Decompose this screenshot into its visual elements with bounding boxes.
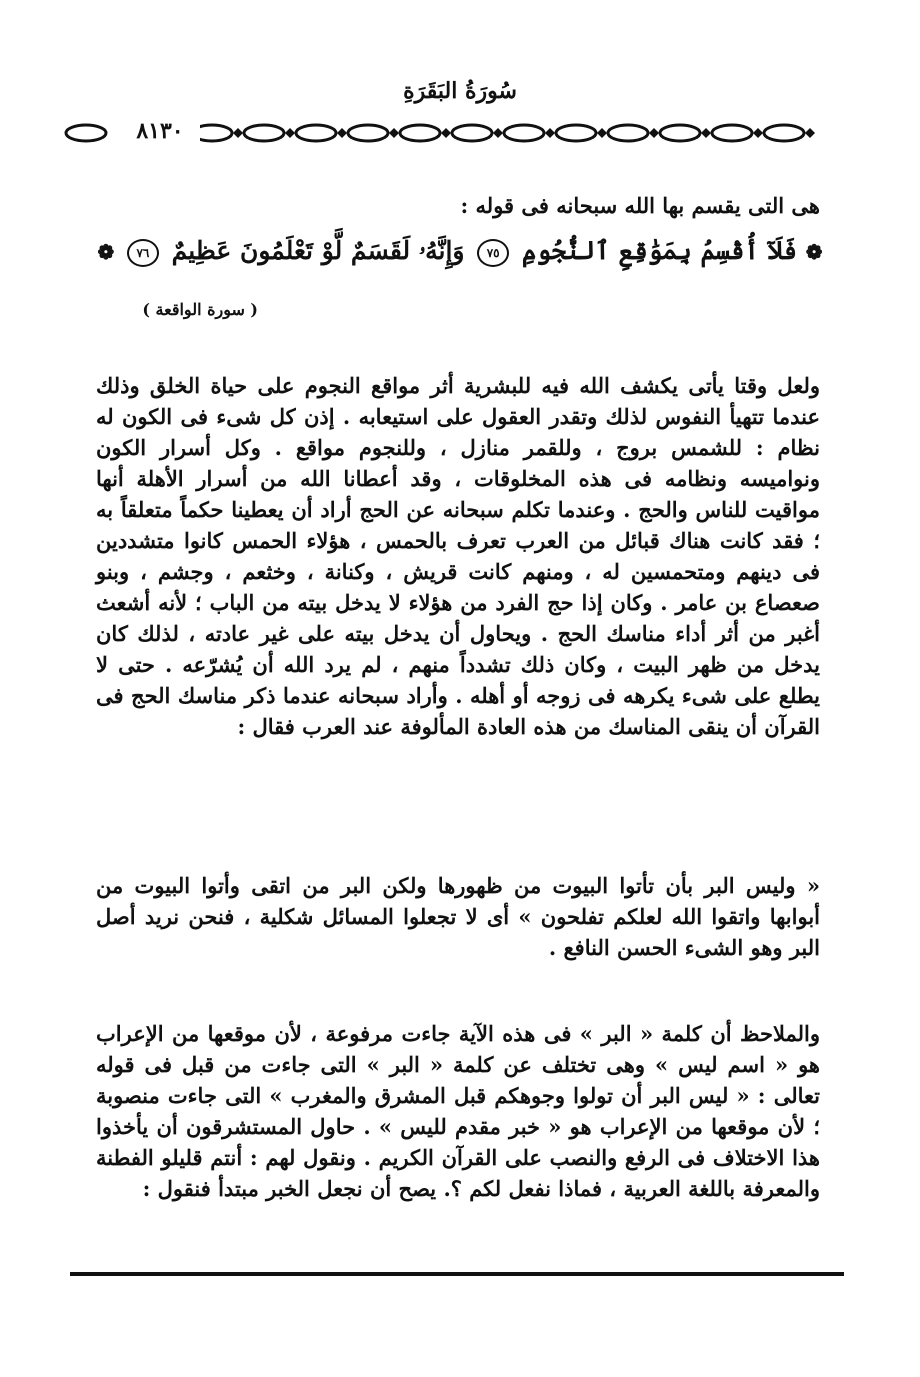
ornamental-border <box>62 116 848 150</box>
paragraph-3: والملاحظ أن كلمة « البر » فى هذه الآية جاءت مرفوعة ، لأن موقعها من الإعراب هو « اسم ليس » وهى تختلف عن كلمة « البر » التى جاءت من قبل فى قوله تعالى : « ليس البر أن تولوا وجوهكم قبل المشرق والمغرب » التى جاءت منصوبة ؛ لأن موقعها من الإعراب هو « خبر مقدم لليس » . حاول المستشرقون أن يأخذوا هذا الاختلاف فى الرفع والنصب على القرآن الكريم . ونقول لهم : أنتم قليلو الفطنة والمعرفة باللغة العربية ، فماذا نفعل لكم ؟. يصح أن نجعل الخبر مبتدأ فنقول : <box>96 1021 820 1201</box>
bottom-rule <box>70 1272 844 1276</box>
surah-reference: ( سورة الواقعة ) <box>142 300 258 319</box>
page-number: ٨١٣٠ <box>120 118 200 144</box>
verse-part-1: فَلَآ أُقْسِمُ بِمَوَٰقِعِ ٱلنُّجُومِ <box>521 236 798 265</box>
paragraph-1: ولعل وقتا يأتى يكشف الله فيه للبشرية أثر مواقع النجوم على حياة الخلق وذلك عندما تتهيأ النفوس لذلك وتقدر العقول على استيعابه . إذن كل شىء فى الكون له نظام : للشمس بروج ، وللقمر منازل ، وللنجوم مواقع . وكل أسرار الكون ونواميسه ونظامه فى هذه المخلوقات ، وقد أعطانا الله من أسرار الأهلة أنها مواقيت للناس والحج . وعندما تكلم سبحانه عن الحج أراد أن يعطينا حكماً متعلقاً به ؛ فقد كانت هناك قبائل من العرب تعرف بالحمس ، هؤلاء الحمس كانوا متشددين فى دينهم ومتحمسين له ، ومنهم كانت قريش ، وكنانة ، وخثعم ، وجشم ، وبنو صعصاع بن عامر . وكان إذا حج الفرد من هؤلاء لا يدخل بيته من الباب ؛ لأنه أشعث أغبر من أثر أداء مناسك الحج . ويحاول أن يدخل بيته على غير عادته ، لذلك كان يدخل من ظهر البيت ، وكان ذلك تشدداً منهم ، لم يرد الله أن يُشرّعه . حتى لا يطلع على شىء يكرهه فى زوجه أو أهله . وأراد سبحانه عندما ذكر مناسك الحج فى القرآن أن ينقى المناسك من هذه العادة المألوفة عند العرب فقال : <box>96 373 820 739</box>
verse-number-1: ٧٥ <box>477 239 509 267</box>
verse-number-2: ٧٦ <box>127 239 159 267</box>
verse-open-ornament-icon: ❁ <box>805 240 823 264</box>
running-title: سُورَةُ البَقَرَةِ <box>403 78 517 104</box>
verse-close-ornament-icon: ❁ <box>97 240 115 264</box>
paragraph-2: « وليس البر بأن تأتوا البيوت من ظهورها ولكن البر من اتقى وأتوا البيوت من أبوابها واتقوا الله لعلكم تفلحون » أى لا تجعلوا المسائل شكلية ، فنحن نريد أصل البر وهو الشىء الحسن النافع . <box>96 873 821 960</box>
quran-verse <box>90 236 830 267</box>
verse-part-2: وَإِنَّهُۥ لَقَسَمٌ لَّوْ تَعْلَمُونَ عَظِيمٌ <box>171 236 465 265</box>
intro-line: هى التى يقسم بها الله سبحانه فى قوله : <box>460 193 820 218</box>
